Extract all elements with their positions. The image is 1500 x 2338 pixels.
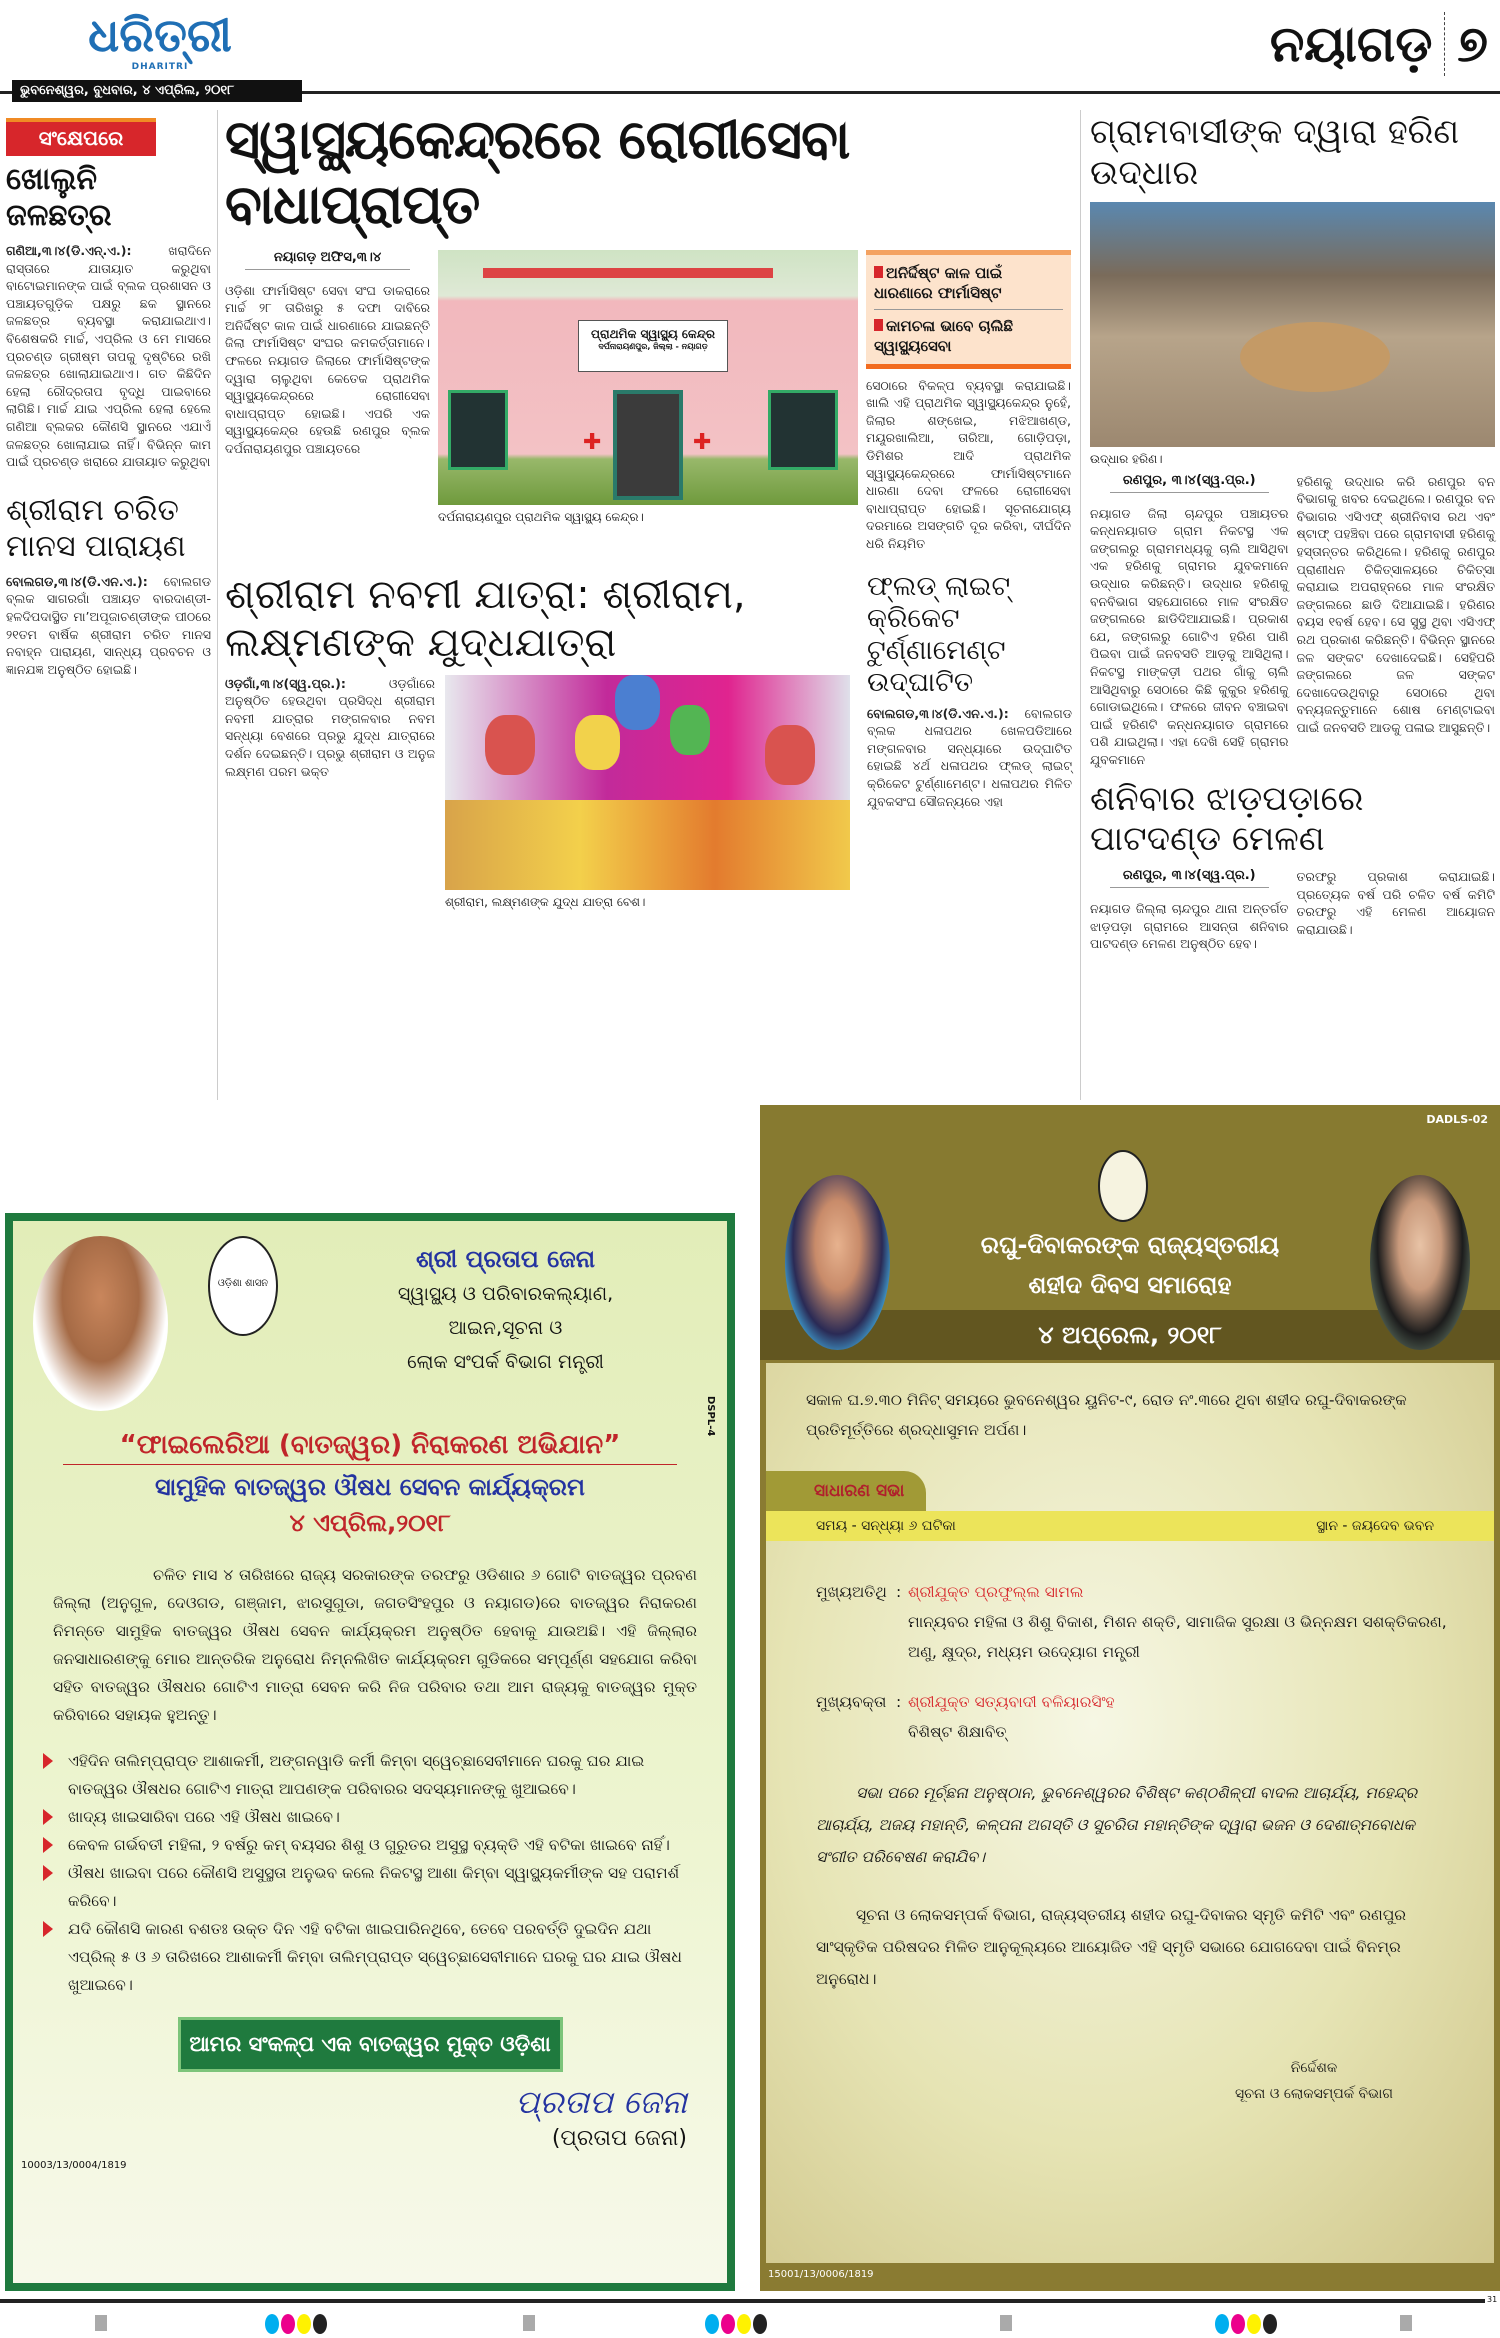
section-header [1270,12,1488,76]
chief-guest-label: ମୁଖ୍ୟଅତିଥି [816,1583,887,1601]
deer-columns [1090,473,1495,769]
photo-caption: ଦର୍ପନାରାୟଣପୁର ପ୍ରାଥମିକ ସ୍ୱାସ୍ଥ୍ୟ କେନ୍ଦ୍ର। [438,509,644,524]
cricket-headline: ଫ୍ଲଡ୍ ଲାଇଟ୍ କ୍ରିକେଟ ଟୁର୍ଣ୍ଣାମେଣ୍ଟ ଉଦ୍‌ଘାଟିତ [867,570,1011,698]
centre-signboard: ପ୍ରାଥମିକ ସ୍ୱାସ୍ଥ୍ୟ କେନ୍ଦ୍ର ଦର୍ପନାରାୟଣପୁର, ଜିଲ୍ଲା - ନୟାଗଡ଼ [578,320,728,372]
ad-header [13,1221,727,1426]
signature-block [13,2080,687,2154]
brief-headline: ଖୋଲୁନି ଜଳଛତ୍ର [6,162,112,233]
odisha-govt-seal: ଓଡ଼ିଶା ଶାସନ [208,1236,278,1336]
color-marks [1215,2314,1279,2338]
meeting-time: ସମୟ - ସନ୍ଧ୍ୟା ୬ ଘଟିକା [816,1518,956,1534]
right-column [1090,112,1495,953]
morning-program: ସକାଳ ଘ.୭.୩୦ ମିନିଟ୍ ସମୟରେ ଭୁବନେଶ୍ୱର ୟୁନିଟ-୯, ରୋଡ ନଂ.୩ରେ ଥିବା ଶହୀଦ ରଘୁ-ଦିବାକରଙ୍କ ପ୍ରତିମୂର୍ତ୍ତିରେ ଶ୍ରଦ୍ଧାସୁମନ ଅର୍ପଣ। [806,1391,1407,1439]
odisha-govt-seal [1098,1150,1148,1222]
patadanda-body-1: ନୟାଗଡ ଜିଲ୍ଲା ଚାନ୍ଦପୁର ଥାନା ଅନ୍ତର୍ଗତ ଝାଡ଼ପଡ଼ା ଗ୍ରାମରେ ଆସନ୍ତା ଶନିବାର ପାଟଦଣ୍ଡ ମେଳଣ ଅନୁଷ୍ଠିତ ହେବ। [1090,901,1289,952]
page-number: ୭ [1444,12,1488,76]
deer-headline: ଗ୍ରାମବାସୀଙ୍କ ଦ୍ୱାରା ହରିଣ ଉଦ୍ଧାର [1090,112,1460,193]
patadanda-columns [1090,868,1495,953]
mask-figure [765,725,815,785]
list-item: ଔଷଧ ଖାଇବା ପରେ କୌଣସି ଅସୁସ୍ଥତା ଅନୁଭବ କଲେ ନିକଟସ୍ଥ ଆଶା କିମ୍ବା ସ୍ୱାସ୍ଥ୍ୟକର୍ମୀଙ୍କ ସହ ପରାମର୍ଶ କରିବେ। [43,1859,697,1915]
highlight-box [866,250,1071,369]
highlight-item: ଅନିର୍ଦ୍ଦିଷ୍ଟ କାଳ ପାଇଁ ଧାରଣାରେ ଫାର୍ମାସିଷ୍ଟ [874,263,1003,302]
mask-figure [670,705,710,755]
lead-byline: ନୟାଗଡ଼ ଅଫିସ,୩।୪ [245,250,410,270]
minister-photo [33,1236,168,1411]
deer-body-1: ନୟାଗଡ ଜିଲା ଚାନ୍ଦପୁର ପଞ୍ଚାୟତର କନ୍ଧନୟାଗଡ ଗ୍ରାମ ନିକଟସ୍ଥ ଏକ ଜଙ୍ଗଲରୁ ଗ୍ରାମମଧ୍ୟକୁ ଚାଲି ଆସିଥିବା ଏକ ହରିଣକୁ ଗ୍ରାମର ଯୁବକମାନେ ଉଦ୍ଧାର କରିଛନ୍ତି। ଉଦ୍ଧାର ହରିଣକୁ ବନବିଭାଗ ସହଯୋଗରେ ମାଳ ସଂରକ୍ଷିତ ଜଙ୍ଗଲରେ ଛାଡିଦିଆଯାଇଛି। ପ୍ରକାଶ ଯେ, ଜଙ୍ଗଲରୁ ଗୋଟିଏ ହରିଣ ପାଣି ପିଇବା ପାଇଁ ଜନବସତି ଆଡ଼କୁ ଆସିଥିଲା। ନିକଟସ୍ଥ ମାଙ୍କଡ଼ୀ ପଥର ଗାଁକୁ ଚାଲି ଆସିଥିବାରୁ ସେଠାରେ କିଛି କୁକୁର ହରିଣକୁ ଗୋଡାଇଥିଲେ। ଫଳରେ ଜୀବନ ବଞ୍ଚାଇବା ପାଇଁ ହରିଣଟି କନ୍ଧନୟାଗଡ ଗ୍ରାମରେ ପଶି ଯାଇଥିଲା। ଏହା ଦେଖି ସେହି ଗ୍ରାମର ଯୁବକମାନେ [1090,505,1289,767]
colon: : [896,1693,902,1711]
lead-col-4 [866,250,1071,553]
deer-figure [1240,322,1390,392]
door [613,390,683,500]
lead-photo-block [438,250,858,553]
chief-guest-detail: ଶ୍ରୀଯୁକ୍ତ ପ୍ରଫୁଲ୍ଲ ସାମଲ ମାନ୍ୟବର ମହିଳା ଓ ଶିଶୁ ବିକାଶ, ମିଶନ ଶକ୍ତି, ସାମାଜିକ ସୁରକ୍ଷା ଓ ଭିନ୍ନକ୍ଷମ ସଶକ୍ତିକରଣ, ଅଣୁ, କ୍ଷୁଦ୍ର, ମଧ୍ୟମ ଉଦ୍ୟୋଗ ମନ୍ତ୍ରୀ [908,1583,1447,1661]
ad-header [760,1105,1500,1360]
deer-col-1 [1090,473,1289,769]
deer-caption: ଉଦ୍ଧାର ହରିଣ। [1090,451,1163,466]
list-item: ଯଦି କୌଣସି କାରଣ ବଶତଃ ଉକ୍ତ ଦିନ ଏହି ବଟିକା ଖାଇପାରିନଥିବେ, ତେବେ ପରବର୍ତ୍ତି ଦୁଇଦିନ ଯଥା ଏପ୍ରିଲ୍ ୫ ଓ ୬ ତାରିଖରେ ଆଶାକର୍ମୀ କିମ୍ବା ତାଲିମ୍‌ପ୍ରାପ୍ତ ସ୍ୱେଚ୍ଛାସେବୀମାନେ ଘରକୁ ଘର ଯାଇ ଔଷଧ ଖୁଆଇବେ। [43,1915,697,1999]
window [768,390,838,470]
chief-guest [766,1577,1494,1667]
registration-mark [1000,2315,1012,2331]
campaign-paragraph: ଚଳିତ ମାସ ୪ ତାରିଖରେ ରାଜ୍ୟ ସରକାରଙ୍କ ତରଫରୁ ଓଡିଶାର ୬ ଗୋଟି ବାତଜ୍ୱର ପ୍ରବଣ ଜିଲ୍ଲା (ଅନୁଗୁଳ, ଦେଓଗଡ, ଗଞ୍ଜାମ, ଝାରସୁଗୁଡା, ଜଗତସିଂହପୁର ଓ ନୟାଗଡ)ରେ ବାତଜ୍ୱର ନିରାକରଣ ନିମନ୍ତେ ସାମୁହିକ ବାତଜ୍ୱର ଔଷଧ ସେବନ କାର୍ଯ୍ୟକ୍ରମ ଅନୁଷ୍ଠିତ ହେବାକୁ ଯାଉଅଛି। ଏହି ଜିଲ୍ଲାର ଜନସାଧାରଣଙ୍କୁ ମୋର ଆନ୍ତରିକ ଅନୁରୋଧ ନିମ୍ନଲିଖିତ କାର୍ଯ୍ୟକ୍ରମ ଗୁଡିକରେ ସମ୍ପୂର୍ଣ୍ଣ ସହଯୋଗ କରିବା ସହିତ ବାତଜ୍ୱର ଔଷଧର ଗୋଟିଏ ମାତ୍ରା ସେବନ କରି ନିଜ ପରିବାର ତଥା ଆମ ରାଜ୍ୟକୁ ବାତଜ୍ୱର ମୁକ୍ତ କରିବାରେ ସହାୟକ ହୁଅନ୍ତୁ। [53,1566,697,1724]
ramayan-article: ବୋଲଗଡ,୩।୪(ଡି.ଏନ.ଏ.): ବୋଲଗଡ ବ୍ଲକ ସାଗରଗାଁ ପଞ୍ଚାୟତ ବାରଦାଣ୍ଡୀ-ହଳଦିପଦାସ୍ଥିତ ମା’ଅପୂଜାଚଣ୍ଡୀଙ୍କ ପୀଠରେ ୨୧ତମ ବାର୍ଷିକ ଶ୍ରୀରାମ ଚରିତ ମାନସ ନବାହ୍ନ ପାରାୟଣ, ସାନ୍ଧ୍ୟ ପ୍ରବଚନ ଓ ଜ୍ଞାନଯଜ୍ଞ ଅନୁଷ୍ଠିତ ହୋଇଛି। [6,573,211,677]
lead-col-1 [225,250,430,553]
color-marks [265,2314,329,2338]
dibakar-portrait [1370,1175,1470,1350]
mask-figure [485,715,535,775]
navami-headline: ଶ୍ରୀରାମ ନବମୀ ଯାତ୍ରା: ଶ୍ରୀରାମ, ଲକ୍ଷ୍ମଣଙ୍କ ଯୁଦ୍ଧଯାତ୍ରା [225,571,746,666]
left-column [6,108,211,678]
dharitri-logo: ଧରିତ୍ରୀ DHARITRI [88,8,232,72]
ad-code-side: DSPL-4 [705,1396,716,1437]
health-centre-photo [438,250,858,505]
mask-figure [615,675,660,730]
costumes [445,800,850,890]
request-note: ସୂଚନା ଓ ଲୋକସମ୍ପର୍କ ବିଭାଗ, ରାଜ୍ୟସ୍ତରୀୟ ଶହୀଦ ରଘୁ-ଦିବାକର ସ୍ମୃତି କମିଟି ଏବଂ ରଣପୁର ସାଂସ୍କୃତିକ ପରିଷଦର ମିଳିତ ଆନୁକୂଲ୍ୟରେ ଆୟୋଜିତ ଏହି ସ୍ମୃତି ସଭାରେ ଯୋଗଦେବା ପାଇଁ ବିନମ୍ର ଅନୁରୋଧ। [816,1906,1407,1988]
registration-mark [523,2315,535,2331]
registration-mark [1400,2315,1412,2331]
ad-code: 15001/13/0006/1819 [768,2269,874,2280]
navami-body-row [225,675,855,916]
slogan-banner: ଆମର ସଂକଳ୍ପ ଏକ ବାତଜ୍ୱର ମୁକ୍ତ ଓଡ଼ିଶା [178,2017,563,2072]
speaker-label: ମୁଖ୍ୟବକ୍ତା [816,1693,887,1711]
minister-signature: ପ୍ରତାପ ଜେନା [515,2083,687,2121]
patadanda-col [1090,868,1289,953]
second-row [225,571,1073,916]
cricket-article: ବୋଲଗଡ,୩।୪(ଡି.ଏନ.ଏ.): ବୋଲଗଡ ବ୍ଲକ ଧଳାପଥର ଖେଳପଡିଆରେ ମଙ୍ଗଳବାର ସନ୍ଧ୍ୟାରେ ଉଦ୍‌ଘାଟିତ ହୋଇଛି ୪ର୍ଥ ଧଳାପଥର ଫ୍ଲଡ୍ ଲାଇଟ୍ କ୍ରିକେଟ ଟୁର୍ଣ୍ଣାମେଣ୍ଟ। ଧଳାପଥର ମିଳିତ ଯୁବକସଂଘ ସୌଜନ୍ୟରେ ଏହା [867,705,1072,809]
meeting-label: ସାଧାରଣ ସଭା [766,1471,926,1511]
red-cross-icon: ✚ [693,429,712,455]
navami-article: ଓଡ଼ଗାଁ,୩।୪(ସ୍ୱ.ପ୍ର.): ଓଡ଼ଗାଁରେ ଅନୁଷ୍ଠିତ ହେଉଥିବା ପ୍ରସିଦ୍ଧ ଶ୍ରୀରାମ ନବମୀ ଯାତ୍ରାର ମଙ୍ଗଳବାର ନବମ ସନ୍ଧ୍ୟା ବେଶରେ ପ୍ରଭୁ ଯୁଦ୍ଧ ଯାତ୍ରାରେ ଦର୍ଶନ ଦେଇଛନ୍ତି। ପ୍ରଭୁ ଶ୍ରୀରାମ ଓ ଅନୁଜ ଲକ୍ଷ୍ମଣ ପରମ ଭକ୍ତ [225,675,435,779]
footer-rule [0,2299,1485,2303]
list-item: କେବଳ ଗର୍ଭବତୀ ମହିଳା, ୨ ବର୍ଷରୁ କମ୍ ବୟସର ଶିଶୁ ଓ ଗୁରୁତର ଅସୁସ୍ଥ ବ୍ୟକ୍ତି ଏହି ବଟିକା ଖାଇବେ ନାହିଁ। [43,1831,697,1859]
registration-mark [95,2315,107,2331]
minister-role: ଲୋକ ସଂପର୍କ ବିଭାଗ ମନ୍ତ୍ରୀ [407,1351,604,1373]
patadanda-headline: ଶନିବାର ଝାଡ଼ପଡ଼ାରେ ପାଟଦଣ୍ଡ ମେଳଣ [1090,778,1364,860]
meeting-time-venue [766,1511,1494,1541]
cricket-story [867,571,1072,916]
navami-photo-block [445,675,850,916]
ramayan-headline: ଶ୍ରୀରାମ ଚରିତ ମାନସ ପାରାୟଣ [6,492,186,564]
date-line: ଭୁବନେଶ୍ୱର, ବୁଧବାର, ୪ ଏପ୍ରିଲ, ୨୦୧୮ [12,80,302,102]
ad-body [766,1363,1494,2263]
minister-role: ସ୍ୱାସ୍ଥ୍ୟ ଓ ପରିବାରକଲ୍ୟାଣ, [397,1283,614,1305]
martyrs-day-advertisement [760,1105,1500,2291]
deer-byline: ରଣପୁର, ୩।୪(ସ୍ୱ.ପ୍ର.) [1110,473,1269,493]
deer-photo [1090,202,1495,447]
brief-article [6,242,211,471]
speaker-detail: ଶ୍ରୀଯୁକ୍ତ ସତ୍ୟବାଦୀ ବଳିୟାରସିଂହ ବିଶିଷ୍ଟ ଶିକ୍ଷାବିତ୍ [908,1693,1115,1741]
deer-body-2: ହରିଣକୁ ଉଦ୍ଧାର କରି ରଣପୁର ବନ ବିଭାଗକୁ ଖବର ଦେଇଥିଲେ। ରଣପୁର ବନ ବିଭାଗର ଏସିଏଫ୍ ଶ୍ରୀନିବାସ ରଥ ଏବଂ ଷ୍ଟାଫ୍ ପହଞ୍ଚିବା ପରେ ଗ୍ରାମବାସୀ ହରିଣକୁ ହସ୍ତାନ୍ତର କରିଥିଲେ। ହରିଣକୁ ରଣପୁର ପ୍ରାଣୀଧନ ଚିକିତ୍ସାଳୟରେ ଚିକିତ୍ସା କରାଯାଇ ଅପରାହ୍ନରେ ମାଳ ସଂରକ୍ଷିତ ଜଙ୍ଗଲରେ ଛାଡି ଦିଆଯାଇଛି। ହରିଣର ବୟସ ୧ବର୍ଷ ହେବ। ସେ ସୁସ୍ଥ ଥିବା ଏସିଏଫ୍ ରଥ ପ୍ରକାଶ କରିଛନ୍ତି। ବିଭିନ୍ନ ସ୍ଥାନରେ ଜଳ ସଙ୍କଟ ଦେଖାଦେଇଛି। ସେହିପରି ଜଙ୍ଗଲରେ ଜଳ ସଙ୍କଟ ଦେଖାଦେଉଥିବାରୁ ସେଠାରେ ଥିବା ବନ୍ୟଜନ୍ତୁମାନେ ଶୋଷ ମେଣ୍ଟାଇବା ପାଇଁ ଜନବସତି ଆଡକୁ ପଳାଇ ଆସୁଛନ୍ତି। [1296,473,1495,735]
speaker [766,1687,1494,1747]
music-program: ସଭା ପରେ ମୂର୍ଚ୍ଛନା ଅନୁଷ୍ଠାନ, ଭୁବନେଶ୍ୱରର ବିଶିଷ୍ଟ କଣ୍ଠଶିଳ୍ପୀ ବାଦଲ ଆଚାର୍ଯ୍ୟ, ମହେନ୍ଦ୍ର ଆଚାର୍ଯ୍ୟ, ଅଜୟ ମହାନ୍ତି, କଳ୍ପନା ଅଗସ୍ତି ଓ ସୁଚରିତା ମହାନ୍ତିଙ୍କ ଦ୍ୱାରା ଭଜନ ଓ ଦେଶାତ୍ମବୋଧକ ସଂଗୀତ ପରିବେଷଣ କରାଯିବ। [816,1784,1418,1866]
ad-date: ୪ ଅପ୍ରେଲ, ୨୦୧୮ [1038,1321,1222,1349]
meeting-venue: ସ୍ଥାନ - ଜୟଦେବ ଭବନ [1316,1518,1434,1534]
filaria-advertisement [5,1213,735,2291]
navami-story [225,571,855,916]
patadanda-byline: ରଣପୁର, ୩।୪(ସ୍ୱ.ପ୍ର.) [1110,868,1269,888]
section-name: ନୟାଗଡ଼ [1269,15,1433,73]
lead-body-1: ଓଡ଼ିଶା ଫାର୍ମାସିଷ୍ଟ ସେବା ସଂଘ ଡାକରାରେ ମାର୍ଚ୍ଚ ୨୮ ତାରିଖରୁ ୫ ଦଫା ଦାବିରେ ଅନିର୍ଦ୍ଦିଷ୍ଟ କାଳ ପାଇଁ ଧାରଣାରେ ଯାଇଛନ୍ତି ଜିଲା ଫାର୍ମାସିଷ୍ଟ ସଂଘର କମକର୍ତ୍ତାମାନେ। ଫଳରେ ନୟାଗଡ ଜିଲାରେ ଫାର୍ମାସିଷ୍ଟଙ୍କ ଦ୍ୱାରା ଚାଲୁଥିବା କେତେକ ପ୍ରାଥମିକ ସ୍ୱାସ୍ଥ୍ୟକେନ୍ଦ୍ରରେ ରୋଗୀସେବା ବାଧାପ୍ରାପ୍ତ ହୋଇଛି। ଏପରି ଏକ ସ୍ୱାସ୍ଥ୍ୟକେନ୍ଦ୍ର ହେଉଛି ରଣପୁର ବ୍ଲକ ଦର୍ପନାରାୟଣପୁର ପଞ୍ଚାୟତରେ [225,282,430,456]
column-divider [1080,110,1081,1100]
campaign-title: “ଫାଇଲେରିଆ (ବାତଜ୍ୱର) ନିରାକରଣ ଅଭିଯାନ” [63,1426,677,1465]
minister-role: ଆଇନ,ସୂଚନା ଓ [448,1317,563,1339]
mask-figure [575,715,620,770]
patadanda-body-2: ତରଫରୁ ପ୍ରକାଶ କରାଯାଇଛି। ପ୍ରତ୍ୟେକ ବର୍ଷ ପରି ଚଳିତ ବର୍ଷ କମିଟି ତରଫରୁ ଏହି ମେଳଣ ଆୟୋଜନ କରାଯାଉଛି। [1296,869,1495,937]
red-cross-icon: ✚ [583,429,602,455]
page-mark: 31 [1487,2295,1498,2304]
dateline: ଗଣିଆ,୩।୪(ଡି.ଏନ୍.ଏ.): [6,243,132,258]
ad-title: ରଘୁ-ଦିବାକରଙ୍କ ରାଜ୍ୟସ୍ତରୀୟ ଶହୀଦ ଦିବସ ସମାରୋହ [980,1231,1280,1299]
lead-body-2: ସେଠାରେ ବିକଳ୍ପ ବ୍ୟବସ୍ଥା କରାଯାଇଛି। ଖାଲି ଏହି ପ୍ରାଥମିକ ସ୍ୱାସ୍ଥ୍ୟକେନ୍ଦ୍ର ନୁହେଁ, ଜିଲାର ଶଙ୍ଖେଇ, ମଝିଆଖଣ୍ଡ, ମୟୂରଖାଲିଆ, ତାରିଆ, ଗୋଡ଼ିପଡ଼ା, ଡିମିଶର ଆଦି ପ୍ରାଥମିକ ସ୍ୱାସ୍ଥ୍ୟକେନ୍ଦ୍ରରେ ଫାର୍ମାସିଷ୍ଟମାନେ ଧାରଣା ଦେବା ଫଳରେ ରୋଗୀସେବା ବାଧାପ୍ରାପ୍ତ ହୋଇଛି। ସୂଚନାଯୋଗ୍ୟ ଦରମାରେ ଅସଙ୍ଗତି ଦୂର କରିବା, ଦୀର୍ଘଦିନ ଧରି ନିୟମିତ [866,377,1071,551]
minister-info [313,1241,698,1379]
roof [483,268,773,278]
brief-badge: ସଂକ୍ଷେପରେ [6,118,156,156]
highlight-item: କାମଚଳା ଭାବେ ଚାଲିଛି ସ୍ୱାସ୍ଥ୍ୟସେବା [874,316,1014,355]
campaign-subtitle: ସାମୁହିକ ବାତଜ୍ୱର ଔଷଧ ସେବନ କାର୍ଯ୍ୟକ୍ରମ [155,1473,585,1501]
minister-name: ଶ୍ରୀ ପ୍ରତାପ ଜେନା [415,1245,596,1273]
lead-story [225,250,1073,553]
campaign-date: ୪ ଏପ୍ରିଲ,୨୦୧୮ [289,1509,451,1537]
ram-navami-photo [445,675,850,890]
signatory-name: (ପ୍ରତାପ ଜେନା) [551,2126,687,2151]
list-item: ଏହିଦିନ ତାଲିମ୍‌ପ୍ରାପ୍ତ ଆଶାକର୍ମୀ, ଅଙ୍ଗନୱାଡି କର୍ମୀ କିମ୍ବା ସ୍ୱେଚ୍ଛାସେବୀମାନେ ଘରକୁ ଘର ଯାଇ ବାତଜ୍ୱର ଔଷଧର ଗୋଟିଏ ମାତ୍ରା ଆପଣଙ୍କ ପରିବାରର ସଦସ୍ୟମାନଙ୍କୁ ଖୁଆଇବେ। [43,1747,697,1803]
list-item: ଖାଦ୍ୟ ଖାଇସାରିବା ପରେ ଏହି ଔଷଧ ଖାଇବେ। [43,1803,697,1831]
issuer: ନିର୍ଦ୍ଦେଶକ ସୂଚନା ଓ ଲୋକସମ୍ପର୍କ ବିଭାଗ [1234,2060,1394,2102]
navami-caption: ଶ୍ରୀରାମ, ଲକ୍ଷ୍ମଣଙ୍କ ଯୁଦ୍ଧ ଯାତ୍ରା ବେଶ। [445,894,646,909]
column-divider [217,110,218,1100]
instruction-list [43,1747,697,1999]
window [448,390,508,470]
raghu-portrait [785,1175,890,1350]
article-body: ଖରାଦିନେ ରାସ୍ତାରେ ଯାତାୟାତ କରୁଥିବା ବାଟୋଇମାନଙ୍କ ପାଇଁ ବ୍ଲକ ପ୍ରଶାସନ ଓ ପଞ୍ଚାୟତଗୁଡ଼ିକ ପକ୍ଷରୁ ଛକ ସ୍ଥାନରେ ଜଳଛତ୍ର ବ୍ୟବସ୍ଥା କରାଯାଇଥାଏ। ବିଶେଷକରି ମାର୍ଚ୍ଚ, ଏପ୍ରିଲ ଓ ମେ ମାସରେ ପ୍ରଚଣ୍ଡ ଗ୍ରୀଷ୍ମ ତାପକୁ ଦୃଷ୍ଟିରେ ରଖି ଜଳଛତ୍ର ଖୋଲାଯାଇଥାଏ। ଗତ କିଛିଦିନ ହେଲା ରୌଦ୍ରତାପ ବୃଦ୍ଧି ପାଇବାରେ ଲାଗିଛି। ମାର୍ଚ୍ଚ ଯାଇ ଏପ୍ରିଲ ହେଲା ହେଲେ ଗଣିଆ ବ୍ଲକର କୌଣସି ସ୍ଥାନରେ ଏଯାଏଁ ଜଳଛତ୍ର ଖୋଲାଯାଇ ନାହିଁ। ବିଭିନ୍ନ କାମ ପାଇଁ ପ୍ରଚଣ୍ଡ ଖରାରେ ଯାତାୟାତ କରୁଥିବା [6,243,211,470]
color-marks [705,2314,769,2338]
ad-code: 10003/13/0004/1819 [21,2160,127,2171]
centre-block [225,108,1073,916]
lead-headline: ସ୍ୱାସ୍ଥ୍ୟକେନ୍ଦ୍ରରେ ରୋଗୀସେବା ବାଧାପ୍ରାପ୍ତ [225,108,850,236]
ad-code-top: DADLS-02 [1426,1113,1488,1126]
colon: : [896,1583,902,1601]
